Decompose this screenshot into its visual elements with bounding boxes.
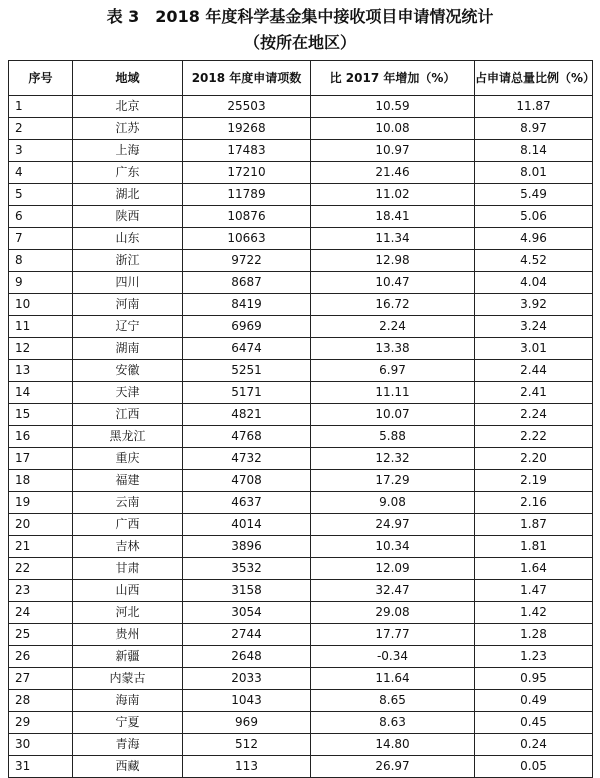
cell-region: 山东	[73, 228, 183, 250]
cell-application-count: 113	[183, 756, 311, 778]
table-subtitle: （按所在地区）	[243, 33, 356, 52]
header-region: 地域	[73, 61, 183, 96]
cell-increase: 12.98	[311, 250, 475, 272]
cell-application-count: 3158	[183, 580, 311, 602]
table-row	[9, 470, 593, 492]
cell-region: 陕西	[73, 206, 183, 228]
table-row	[9, 514, 593, 536]
cell-application-count: 10663	[183, 228, 311, 250]
cell-index: 10	[9, 294, 73, 316]
cell-application-count: 11789	[183, 184, 311, 206]
cell-increase: 13.38	[311, 338, 475, 360]
cell-increase: 10.47	[311, 272, 475, 294]
cell-index: 29	[9, 712, 73, 734]
table-title: 表 3 2018 年度科学基金集中接收项目申请情况统计	[106, 7, 494, 26]
cell-index: 27	[9, 668, 73, 690]
cell-region: 山西	[73, 580, 183, 602]
cell-index: 23	[9, 580, 73, 602]
cell-region: 天津	[73, 382, 183, 404]
cell-share: 2.19	[475, 470, 593, 492]
table-row	[9, 536, 593, 558]
cell-increase: 32.47	[311, 580, 475, 602]
table-row	[9, 250, 593, 272]
cell-region: 江苏	[73, 118, 183, 140]
cell-region: 西藏	[73, 756, 183, 778]
table-row	[9, 272, 593, 294]
cell-share: 1.23	[475, 646, 593, 668]
cell-application-count: 17210	[183, 162, 311, 184]
cell-region: 四川	[73, 272, 183, 294]
cell-share: 0.49	[475, 690, 593, 712]
cell-region: 广东	[73, 162, 183, 184]
cell-increase: 2.24	[311, 316, 475, 338]
table-row	[9, 580, 593, 602]
cell-increase: 11.02	[311, 184, 475, 206]
cell-increase: -0.34	[311, 646, 475, 668]
table-body	[9, 96, 593, 778]
cell-region: 云南	[73, 492, 183, 514]
header-index: 序号	[9, 61, 73, 96]
cell-application-count: 17483	[183, 140, 311, 162]
cell-increase: 10.08	[311, 118, 475, 140]
table-row	[9, 294, 593, 316]
cell-application-count: 9722	[183, 250, 311, 272]
cell-index: 8	[9, 250, 73, 272]
table-row	[9, 734, 593, 756]
cell-application-count: 6474	[183, 338, 311, 360]
header-share-of-total: 占申请总量比例（%）	[475, 61, 593, 96]
cell-region: 重庆	[73, 448, 183, 470]
cell-increase: 26.97	[311, 756, 475, 778]
cell-index: 16	[9, 426, 73, 448]
cell-application-count: 4732	[183, 448, 311, 470]
cell-index: 21	[9, 536, 73, 558]
cell-region: 青海	[73, 734, 183, 756]
cell-region: 新疆	[73, 646, 183, 668]
cell-region: 海南	[73, 690, 183, 712]
cell-share: 4.52	[475, 250, 593, 272]
table-row	[9, 360, 593, 382]
table-row	[9, 646, 593, 668]
table-row	[9, 404, 593, 426]
cell-share: 3.01	[475, 338, 593, 360]
cell-index: 19	[9, 492, 73, 514]
cell-index: 30	[9, 734, 73, 756]
cell-application-count: 5251	[183, 360, 311, 382]
cell-increase: 11.64	[311, 668, 475, 690]
cell-increase: 24.97	[311, 514, 475, 536]
cell-index: 20	[9, 514, 73, 536]
cell-application-count: 4637	[183, 492, 311, 514]
table-row	[9, 184, 593, 206]
cell-share: 1.87	[475, 514, 593, 536]
cell-increase: 11.11	[311, 382, 475, 404]
cell-increase: 8.63	[311, 712, 475, 734]
cell-share: 0.45	[475, 712, 593, 734]
cell-region: 辽宁	[73, 316, 183, 338]
cell-index: 12	[9, 338, 73, 360]
cell-region: 内蒙古	[73, 668, 183, 690]
cell-share: 1.64	[475, 558, 593, 580]
cell-region: 北京	[73, 96, 183, 118]
cell-region: 湖南	[73, 338, 183, 360]
table-row	[9, 162, 593, 184]
cell-share: 2.20	[475, 448, 593, 470]
cell-application-count: 2648	[183, 646, 311, 668]
cell-application-count: 4768	[183, 426, 311, 448]
cell-index: 5	[9, 184, 73, 206]
cell-region: 浙江	[73, 250, 183, 272]
cell-region: 福建	[73, 470, 183, 492]
cell-increase: 17.29	[311, 470, 475, 492]
table-row	[9, 228, 593, 250]
cell-index: 26	[9, 646, 73, 668]
cell-application-count: 512	[183, 734, 311, 756]
cell-index: 1	[9, 96, 73, 118]
cell-application-count: 5171	[183, 382, 311, 404]
cell-increase: 9.08	[311, 492, 475, 514]
cell-region: 吉林	[73, 536, 183, 558]
cell-share: 3.92	[475, 294, 593, 316]
cell-increase: 10.07	[311, 404, 475, 426]
table-row	[9, 382, 593, 404]
cell-application-count: 6969	[183, 316, 311, 338]
table-row	[9, 690, 593, 712]
table-row	[9, 96, 593, 118]
header-increase-vs-2017: 比 2017 年增加（%）	[311, 61, 475, 96]
cell-region: 安徽	[73, 360, 183, 382]
cell-index: 9	[9, 272, 73, 294]
cell-increase: 16.72	[311, 294, 475, 316]
cell-index: 13	[9, 360, 73, 382]
cell-application-count: 1043	[183, 690, 311, 712]
cell-application-count: 2744	[183, 624, 311, 646]
cell-increase: 18.41	[311, 206, 475, 228]
cell-index: 18	[9, 470, 73, 492]
cell-index: 25	[9, 624, 73, 646]
table-row	[9, 206, 593, 228]
cell-increase: 6.97	[311, 360, 475, 382]
cell-increase: 29.08	[311, 602, 475, 624]
cell-application-count: 2033	[183, 668, 311, 690]
cell-share: 8.14	[475, 140, 593, 162]
cell-share: 2.16	[475, 492, 593, 514]
cell-application-count: 3532	[183, 558, 311, 580]
cell-application-count: 19268	[183, 118, 311, 140]
cell-share: 8.01	[475, 162, 593, 184]
table-row	[9, 558, 593, 580]
cell-region: 甘肃	[73, 558, 183, 580]
cell-share: 5.49	[475, 184, 593, 206]
table-row	[9, 602, 593, 624]
cell-index: 24	[9, 602, 73, 624]
cell-share: 1.47	[475, 580, 593, 602]
cell-share: 2.41	[475, 382, 593, 404]
cell-index: 11	[9, 316, 73, 338]
header-row	[9, 61, 593, 96]
cell-index: 31	[9, 756, 73, 778]
header-application-count: 2018 年度申请项数	[183, 61, 311, 96]
cell-increase: 21.46	[311, 162, 475, 184]
cell-share: 11.87	[475, 96, 593, 118]
cell-index: 3	[9, 140, 73, 162]
cell-share: 8.97	[475, 118, 593, 140]
cell-index: 14	[9, 382, 73, 404]
cell-application-count: 3054	[183, 602, 311, 624]
cell-index: 6	[9, 206, 73, 228]
table-row	[9, 712, 593, 734]
cell-share: 5.06	[475, 206, 593, 228]
cell-application-count: 4708	[183, 470, 311, 492]
cell-region: 宁夏	[73, 712, 183, 734]
table-row	[9, 624, 593, 646]
cell-index: 17	[9, 448, 73, 470]
statistics-table	[8, 60, 596, 778]
table-row	[9, 668, 593, 690]
cell-share: 2.24	[475, 404, 593, 426]
table-row	[9, 448, 593, 470]
cell-share: 1.28	[475, 624, 593, 646]
cell-region: 河北	[73, 602, 183, 624]
cell-index: 28	[9, 690, 73, 712]
cell-increase: 12.09	[311, 558, 475, 580]
cell-region: 湖北	[73, 184, 183, 206]
cell-application-count: 3896	[183, 536, 311, 558]
cell-increase: 10.34	[311, 536, 475, 558]
cell-index: 4	[9, 162, 73, 184]
cell-share: 4.04	[475, 272, 593, 294]
cell-share: 0.05	[475, 756, 593, 778]
cell-share: 0.95	[475, 668, 593, 690]
table-row	[9, 338, 593, 360]
table-row	[9, 316, 593, 338]
cell-index: 7	[9, 228, 73, 250]
cell-share: 3.24	[475, 316, 593, 338]
cell-application-count: 10876	[183, 206, 311, 228]
cell-application-count: 4821	[183, 404, 311, 426]
cell-share: 1.42	[475, 602, 593, 624]
cell-application-count: 25503	[183, 96, 311, 118]
cell-application-count: 8687	[183, 272, 311, 294]
table-row	[9, 426, 593, 448]
cell-increase: 17.77	[311, 624, 475, 646]
cell-share: 2.44	[475, 360, 593, 382]
cell-increase: 8.65	[311, 690, 475, 712]
cell-application-count: 4014	[183, 514, 311, 536]
table-row	[9, 118, 593, 140]
cell-application-count: 969	[183, 712, 311, 734]
cell-increase: 11.34	[311, 228, 475, 250]
cell-increase: 5.88	[311, 426, 475, 448]
cell-increase: 10.97	[311, 140, 475, 162]
cell-application-count: 8419	[183, 294, 311, 316]
cell-index: 2	[9, 118, 73, 140]
cell-region: 贵州	[73, 624, 183, 646]
cell-increase: 14.80	[311, 734, 475, 756]
cell-increase: 12.32	[311, 448, 475, 470]
table-row	[9, 756, 593, 778]
cell-share: 1.81	[475, 536, 593, 558]
cell-region: 广西	[73, 514, 183, 536]
cell-region: 河南	[73, 294, 183, 316]
cell-index: 15	[9, 404, 73, 426]
cell-region: 江西	[73, 404, 183, 426]
cell-increase: 10.59	[311, 96, 475, 118]
cell-index: 22	[9, 558, 73, 580]
cell-share: 0.24	[475, 734, 593, 756]
table-row	[9, 140, 593, 162]
table-row	[9, 492, 593, 514]
cell-share: 4.96	[475, 228, 593, 250]
cell-region: 黑龙江	[73, 426, 183, 448]
cell-share: 2.22	[475, 426, 593, 448]
cell-region: 上海	[73, 140, 183, 162]
